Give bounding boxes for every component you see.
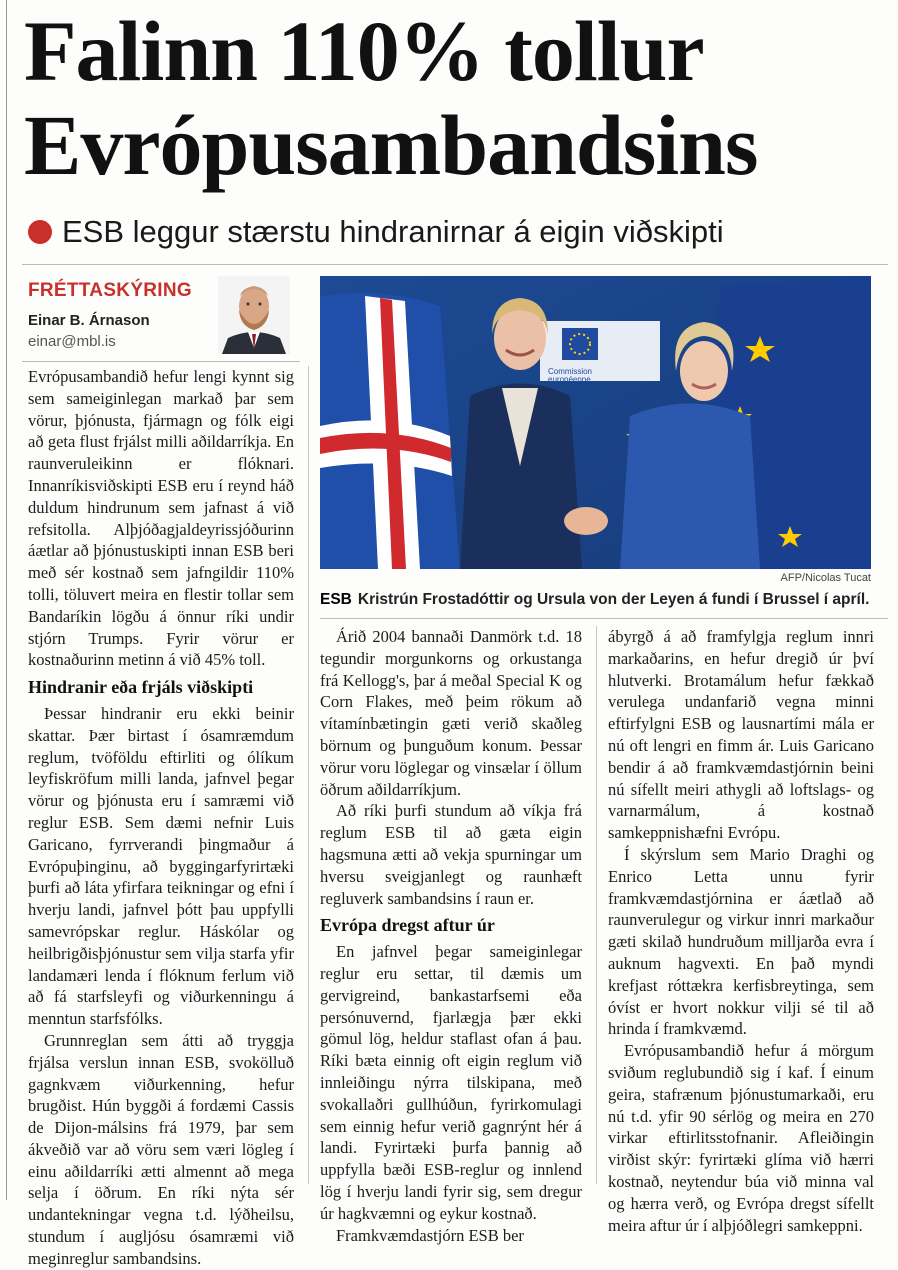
article-column-2 bbox=[320, 626, 582, 1246]
divider bbox=[320, 618, 888, 619]
news-photo bbox=[320, 276, 871, 569]
paragraph: Grunnreglan sem átti að tryggja frjálsa verslun innan ESB, svokölluð gagnkvæm viðurkenning, hefur brugðist. Hún byggði á fordæmi Cassis de Dijon-málsins frá 1979, þar sem ákveðið var að vöru sem væri lögleg í einu aðildarríki ætti almennt að mega selja í öðrum. En ríki nýta sér undantekningar vegna t.d. lýðheilsu, stundum í augljósu ósamræmi við meginreglur sambandsins. bbox=[28, 1030, 294, 1268]
photo-caption bbox=[320, 590, 880, 610]
byline bbox=[26, 276, 296, 358]
subheadline bbox=[28, 212, 888, 252]
sign-text-2: européenne bbox=[548, 375, 591, 384]
caption-lead: ESB bbox=[320, 591, 352, 608]
paragraph: Framkvæmdastjórn ESB ber bbox=[336, 1225, 524, 1245]
paragraph: En jafnvel þegar sameiginlegar reglur eru settar, til dæmis um gervigreind, bankastarfsemi eða persónuvernd, fjarlægja þær ekki gömul lög, heldur staflast ofan á þau. Ríki bæta einnig oft eigin reglum við innleiðingu nýrra tilskipana, með svokallaðri gullhúðun, fyrirkomulagi sem einnig hefur verið gagnrýnt hér á landi. Fyrirtæki þurfa þannig að uppfylla bæði ESB-reglur og innlend lög í hverju landi fyrir sig, sem dregur úr hagkvæmni og eykur kostnað. bbox=[320, 942, 582, 1223]
paragraph: Evrópusambandið hefur á mörgum sviðum reglubundið sig í kaf. Í einum geira, stafrænum þjónustumarkaði, eru nú t.d. yfir 90 sérlög og meira en 270 virkar eftirlitsstofnanir. Afleiðingin virðist skýr: fyrirtæki glíma við hærri kostnað, neytendur búa við minna val og hærra verð, og Evrópa dregst sífellt meira aftur úr í alþjóðlegri samkeppni. bbox=[608, 1041, 874, 1235]
article-column-1 bbox=[28, 366, 294, 1270]
sign-text-1: Commission bbox=[548, 367, 593, 376]
paragraph: Í skýrslum sem Mario Draghi og Enrico Letta unnu fyrir framkvæmdastjórnina er áætlað að raunverulegur og virkur innri markaður gæti skilað hundruðum milljarða evra í auknum hagvexti. En það myndi krefjast róttækra kerfisbreytinga, sem óvíst er hvort nokkur vilji sé til að hrinda í framkvæmd. bbox=[608, 844, 874, 1039]
article-column-3 bbox=[608, 626, 874, 1236]
paragraph: Árið 2004 bannaði Danmörk t.d. 18 tegundir morgunkorns og orkustanga frá Kellogg's, þar á meðal Special K og Corn Flakes, með þeim rökum að vítamínbætingin gæti verið skaðleg börnum og þunguðum konum. Þessar vörur voru löglegar og vinsælar í öllum öðrum aðildarríkjum. bbox=[320, 627, 582, 799]
headline-line-1: Falinn 110% tollur bbox=[24, 3, 704, 99]
headline-line-2: Evrópusambandsins bbox=[24, 97, 758, 193]
divider bbox=[22, 264, 888, 265]
author-email[interactable]: einar@mbl.is bbox=[28, 333, 116, 350]
section-kicker: FRÉTTASKÝRING bbox=[28, 280, 192, 301]
photo-credit: AFP/Nicolas Tucat bbox=[780, 572, 871, 584]
paragraph: Evrópusambandið hefur lengi kynnt sig sem sameiginlegan markað þar sem vörur, þjónusta, fjármagn og fólk eigi að geta flust frjálst milli aðildarríkja. En raunveruleikinn er flóknari. Innanríkisviðskipti ESB eru í reynd háð duldum hindrunum sem jafnast á við refsitolla. Alþjóðagjaldeyrissjóðurinn áætlar að þjónustuskipti innan ESB beri með sér kostnað sem jafngildir 110% tolli, töluvert meira en flestir tollar sem Bandaríkin lögðu á önnur ríki undir stjórn Trumps. Fyrir vörur er kostnaðurinn metinn á við 45% toll. bbox=[28, 367, 294, 670]
author-name: Einar B. Árnason bbox=[28, 312, 150, 329]
author-portrait bbox=[218, 276, 290, 354]
page-left-rule bbox=[6, 0, 7, 1200]
paragraph: Að ríki þurfi stundum að víkja frá reglum ESB til að gæta eigin hagsmuna ætti að vekja spurningar um hversu sveigjanlegt og raunhæft regluverk sambandsins í raun er. bbox=[320, 801, 582, 908]
column-divider bbox=[308, 366, 309, 1184]
crosshead: Hindranir eða frjáls viðskipti bbox=[28, 677, 254, 698]
headline bbox=[24, 4, 884, 192]
paragraph: ábyrgð á að framfylgja reglum innri markaðarins, en hefur dregið úr því hlutverki. Brotamálum hefur fækkað verulega undanfarið vegna minni eftirfylgni ESB og lausnartími mála er nú oft lengri en fimm ár. Luis Garicano bendir á að framkvæmdastjórnin beini nú sífellt meiri athygli að loftslags- og varnarmálum, á kostnað samkeppnishæfni Evrópu. bbox=[608, 627, 874, 843]
crosshead: Evrópa dregst aftur úr bbox=[320, 915, 495, 936]
paragraph: Þessar hindranir eru ekki beinir skattar. Þær birtast í ósamræmdum reglum, tvöföldu eftirliti og ólíkum leyfiskröfum milli landa, jafnvel þegar vörur og þjónusta eru í samræmi við reglur ESB. Sem dæmi nefnir Luis Garicano, fyrrverandi þingmaður á Evrópuþinginu, að byggingarfyrirtæki þurfi að láta yfirfara teikningar og efni í hverju landi, jafnvel þótt þau uppfylli samevrópskar reglur. Háskólar og heilbrigðisþjónustur sem vilja starfa yfir landamæri lenda í flóknum ferlum við að fá starfsleyfi og viðurkenningu á menntun starfsfólks. bbox=[28, 703, 294, 1029]
bullet-dot-icon bbox=[28, 220, 52, 244]
divider bbox=[22, 361, 300, 362]
caption-text: Kristrún Frostadóttir og Ursula von der Leyen á fundi í Brussel í apríl. bbox=[357, 591, 870, 608]
column-divider bbox=[596, 626, 597, 1184]
subheadline-text: ESB leggur stærstu hindranirnar á eigin viðskipti bbox=[62, 214, 724, 249]
